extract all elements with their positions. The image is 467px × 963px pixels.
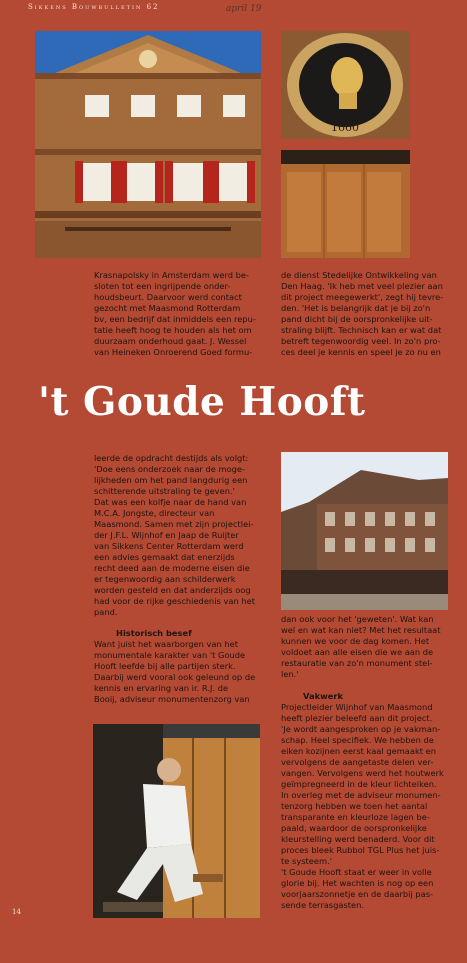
page-number: 14: [12, 908, 21, 916]
column-right-top: [281, 270, 461, 358]
column-left-mid: [94, 453, 270, 705]
subheading-historisch-besef: Historisch besef: [116, 628, 192, 638]
paragraph: Krasnapolsky in Amsterdam werd be- sloten tot een ingrijpende onder- houdsbeurt. Daarvoor werd contact gezocht met Maasmond Rotterdam bv, een bedrijf dat inmiddels een repu- tatie heeft hoog te houden als het om duurzaam onderhoud gaat. J. Wessel van Heineken Onroerend Goed formu-: [94, 270, 256, 357]
paragraph: dan ook voor het 'geweten'. Wat kan wel en wat kan niet? Met het resultaat kunnen we voor de dag komen. Het voldoet aan alle eisen die we aan de restauratie van zo'n monument stel- len.': [281, 614, 441, 679]
handwritten-note: april 19: [226, 4, 262, 14]
building-photo: [281, 452, 448, 610]
paragraph: Want juist het waarborgen van het monumentale karakter van 't Goude Hooft leefde bij alle partijen sterk. Daarbij werd vooral ook geleund op de kennis en ervaring van ir. R.J. de Booij, adviseur monumentenzorg van: [94, 639, 256, 704]
painter-photo: [93, 724, 260, 918]
paragraph: de dienst Stedelijke Ontwikkeling van Den Haag. 'Ik heb met veel plezier aan dit project meegewerkt', zegt hij tevre- den. 'Het is belangrijk dat je bij zo'n pand dicht bij de oorspronkelijke uit- straling blijft. Technisch kan er wat dat betreft tegenwoordig veel. In zo'n pro- ces deel je kennis en speel je zo nu en: [281, 270, 444, 357]
paragraph: leerde de opdracht destijds als volgt: 'Doe eens onderzoek naar de moge- lijkheden om het pand langdurig een schitterende uitstraling te geven.' Dat was een kolfje naar de hand van M.C.A. Jongste, directeur van Maasmond. Samen met zijn projectlei- der J.F.L. Wijnhof en Jaap de Ruijter van Sikkens Center Rotterdam werd een advies gemaakt dat enerzijds recht deed aan de moderne eisen die er tegenwoordig aan schilderwerk worden gesteld en dat anderzijds oog had voor de rijke geschiedenis van het pand.: [94, 453, 255, 617]
facade-photo: [35, 31, 261, 258]
medallion-photo: [281, 31, 410, 139]
article-title: 't Goude Hooft: [38, 379, 366, 425]
subheading-vakwerk: Vakwerk: [303, 691, 343, 701]
running-head: Sikkens Bouwbulletin 62: [28, 3, 160, 11]
column-left-top: [94, 270, 270, 358]
wood-panel-photo: [281, 150, 410, 258]
svg-text:1660: 1660: [331, 121, 359, 134]
paragraph: Projectleider Wijnhof van Maasmond heeft plezier beleefd aan dit project. 'Je wordt aangesproken op je vakman- schap. Heel specifiek. We hebben de eiken kozijnen eerst kaal gemaakt en vervolgens de aangetaste delen ver- vangen. Vervolgens werd het houtwerk geïmpregneerd in de kleur lichteiken. In overleg met de adviseur monumen- tenzorg hebben we toen het aantal transparante en kleurloze lagen be- paald, waardoor de oorspronkelijke kleurstelling werd benaderd. Voor dit proces bleek Rubbol TGL Plus het juis- te systeem.' 't Goude Hooft staat er weer in volle glorie bij. Het wachten is nog op een voorjaarszonnetje en de daarbij pas- sende terrasgasten.: [281, 702, 444, 910]
column-right-mid: [281, 614, 461, 911]
